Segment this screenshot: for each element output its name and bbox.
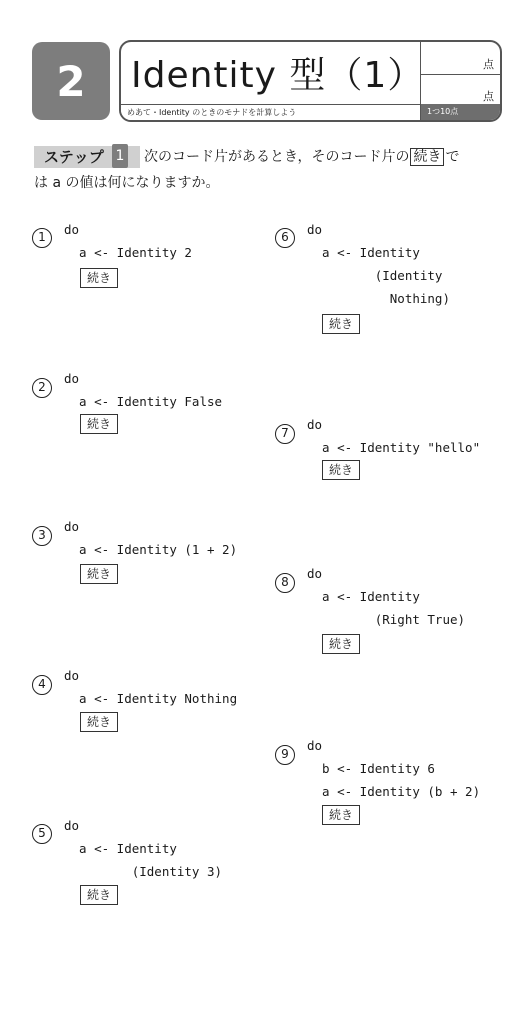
problem-1-continuation-box: 続き bbox=[80, 268, 118, 288]
problem-7-code bbox=[307, 413, 480, 459]
problem-6-continuation-box: 続き bbox=[322, 314, 360, 334]
score-unit-1: 点 bbox=[483, 58, 494, 71]
code-line: do bbox=[64, 668, 80, 683]
code-line: a <- Identity bbox=[307, 245, 420, 260]
problem-3-code bbox=[64, 515, 237, 561]
unit-number: 2 bbox=[32, 42, 110, 120]
problem-9-code bbox=[307, 734, 480, 803]
code-line: a <- Identity (b + 2) bbox=[307, 784, 481, 799]
code-line: a <- Identity False bbox=[64, 394, 223, 409]
problem-number-2: 2 bbox=[32, 378, 52, 398]
problem-4-code bbox=[64, 664, 237, 710]
code-line: (Identity bbox=[307, 268, 443, 283]
code-line: a <- Identity (1 + 2) bbox=[64, 542, 238, 557]
problem-2-code bbox=[64, 367, 222, 413]
code-line: do bbox=[64, 818, 80, 833]
step-instruction-line2: は a の値は何になりますか。 bbox=[34, 175, 220, 191]
score-unit-2: 点 bbox=[483, 90, 494, 103]
code-line: do bbox=[307, 738, 323, 753]
goal-subtitle: めあて・Identity のときのモナドを計算しよう bbox=[121, 104, 424, 120]
problem-5-code bbox=[64, 814, 222, 883]
problem-number-9: 9 bbox=[275, 745, 295, 765]
problem-9-continuation-box: 続き bbox=[322, 805, 360, 825]
step-label: ステップ bbox=[44, 148, 104, 166]
problem-number-5: 5 bbox=[32, 824, 52, 844]
step-instruction bbox=[144, 146, 459, 168]
code-line: do bbox=[64, 371, 80, 386]
step-text-before: 次のコード片があるとき，そのコード片の bbox=[144, 149, 410, 165]
step-text-after: で bbox=[445, 149, 460, 165]
problem-3-continuation-box: 続き bbox=[80, 564, 118, 584]
code-line: a <- Identity 2 bbox=[64, 245, 192, 260]
code-line: Nothing) bbox=[307, 291, 450, 306]
problem-8-code bbox=[307, 562, 465, 631]
code-line: do bbox=[64, 222, 80, 237]
code-line: a <- Identity bbox=[307, 589, 420, 604]
problem-5-continuation-box: 続き bbox=[80, 885, 118, 905]
code-line: do bbox=[64, 519, 80, 534]
problem-number-7: 7 bbox=[275, 424, 295, 444]
problem-4-continuation-box: 続き bbox=[80, 712, 118, 732]
problem-8-continuation-box: 続き bbox=[322, 634, 360, 654]
problem-7-continuation-box: 続き bbox=[322, 460, 360, 480]
score-column bbox=[420, 42, 500, 120]
problem-number-8: 8 bbox=[275, 573, 295, 593]
code-line: (Identity 3) bbox=[64, 864, 223, 879]
code-line: do bbox=[307, 417, 323, 432]
code-line: a <- Identity Nothing bbox=[64, 691, 238, 706]
code-line: b <- Identity 6 bbox=[307, 761, 435, 776]
code-line: do bbox=[307, 222, 323, 237]
problem-number-1: 1 bbox=[32, 228, 52, 248]
code-line: do bbox=[307, 566, 323, 581]
problem-6-code bbox=[307, 218, 450, 310]
step-number: 1 bbox=[112, 144, 128, 168]
code-line: (Right True) bbox=[307, 612, 466, 627]
problem-2-continuation-box: 続き bbox=[80, 414, 118, 434]
code-line: a <- Identity "hello" bbox=[307, 440, 481, 455]
step-boxed-word: 続き bbox=[410, 148, 444, 166]
score-note: 1つ10点 bbox=[421, 104, 500, 120]
page-title: Identity 型（1） bbox=[131, 55, 425, 96]
code-line: a <- Identity bbox=[64, 841, 177, 856]
problem-number-3: 3 bbox=[32, 526, 52, 546]
title-frame bbox=[119, 40, 502, 122]
problem-number-4: 4 bbox=[32, 675, 52, 695]
problem-number-6: 6 bbox=[275, 228, 295, 248]
problem-1-code bbox=[64, 218, 192, 264]
score-divider bbox=[421, 74, 500, 75]
